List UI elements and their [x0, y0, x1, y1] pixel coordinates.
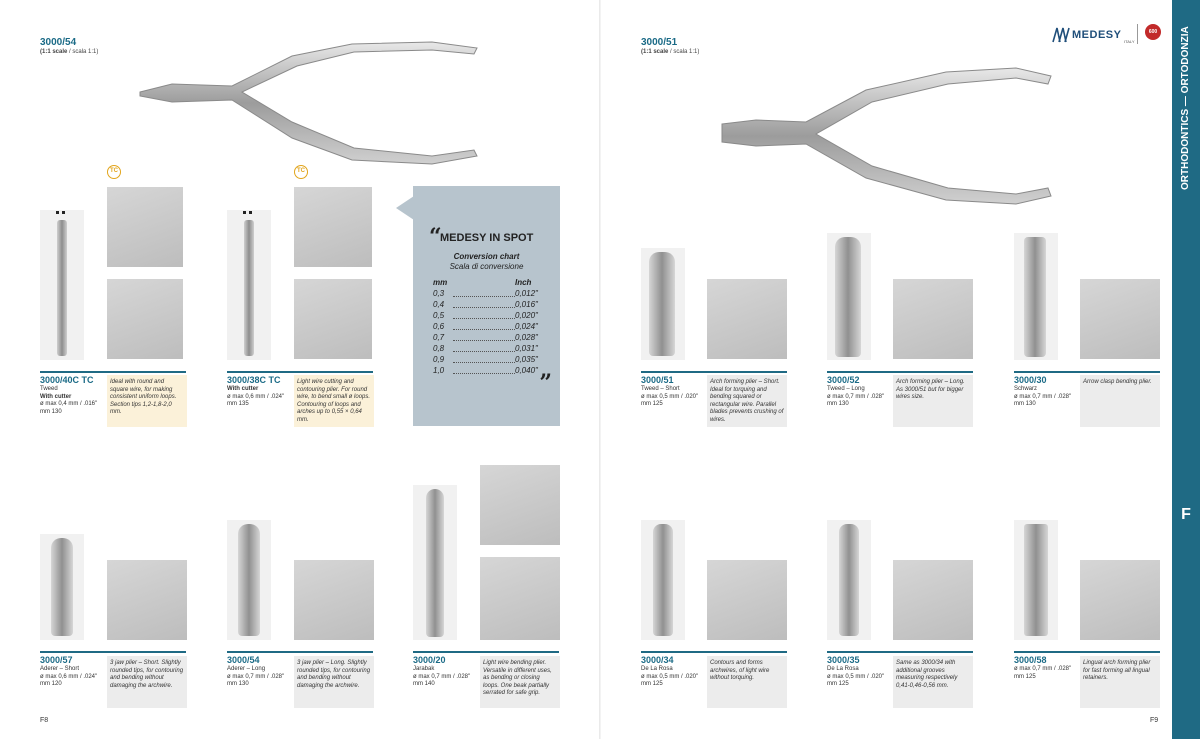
product-code: 3000/40C TC [40, 375, 94, 385]
tip-detail-3000-20 [480, 557, 560, 640]
logo-separator [1137, 24, 1138, 44]
plier-front-3000-57 [40, 534, 84, 640]
plier-front-3000-58 [1014, 520, 1058, 640]
product-description: Arch forming plier – Short. Ideal for torquing and bending squared or rectangular wire. Parallel blades prevents crushing of wires. [707, 375, 787, 427]
product-description: Arrow clasp bending plier. [1080, 375, 1160, 427]
hero-plier-3000-54 [132, 36, 484, 168]
product-meta: Aderer – Long ø max 0,7 mm / .028" mm 130 [227, 666, 285, 687]
conversion-row: 0,9 0,035" [433, 355, 538, 364]
plier-front-3000-51 [641, 248, 685, 360]
product-description: Arch forming plier – Long. As 3000/51 but for bigger wires size. [893, 375, 973, 427]
product-code: 3000/34 [641, 655, 674, 665]
section-side-tab [1172, 0, 1200, 739]
plier-front-3000-30 [1014, 233, 1058, 360]
product-description: Same as 3000/34 with additional grooves measuring respectively 0,41-0,46-0,56 mm. [893, 656, 973, 708]
product-description: Contours and forms archwires, of light wire without torquing. [707, 656, 787, 708]
tip-closeup-3000-52 [893, 279, 973, 359]
conversion-row: 0,8 0,031" [433, 344, 538, 353]
tip-closeup-3000-57 [107, 560, 187, 640]
product-rule [641, 651, 787, 653]
plier-front-3000-35 [827, 520, 871, 640]
folio-right: F9 [1150, 717, 1159, 724]
product-rule [827, 371, 973, 373]
spot-subtitle: Conversion chart [453, 252, 520, 261]
conversion-row: 0,5 0,020" [433, 311, 538, 320]
conversion-row: 1,0 0,040" [433, 366, 538, 375]
product-description: Lingual arch forming plier for fast forming all lingual retainers. [1080, 656, 1160, 708]
tip-closeup-3000-54 [294, 560, 374, 640]
product-meta: ø max 0,7 mm / .028" mm 125 [1014, 666, 1072, 680]
product-meta: Schwarz ø max 0,7 mm / .028" mm 130 [1014, 386, 1072, 407]
product-description: Light wire bending plier. Versatile in different uses, as bending or closing loops. One beak partially serrated for safe grip. [480, 656, 560, 708]
right-hero-scale: (1:1 scale / scala 1:1) [641, 49, 700, 55]
tc-badge: TC [294, 165, 308, 179]
left-hero-scale: (1:1 scale / scala 1:1) [40, 49, 99, 55]
spot-subtitle-it: Scala di conversione [449, 262, 524, 271]
tip-closeup-3000-30 [1080, 279, 1160, 359]
product-meta: Jarabak ø max 0,7 mm / .028" mm 140 [413, 666, 471, 687]
tip-closeup-3000-40c [107, 187, 183, 267]
product-meta: Tweed – Long ø max 0,7 mm / .028" mm 130 [827, 386, 885, 407]
tip-closeup-3000-35 [893, 560, 973, 640]
side-tab-label: ORTHODONTICS — ORTODONZIA [1180, 26, 1191, 190]
tip-closeup-3000-38c [294, 187, 372, 267]
brand-country: ITALY [1124, 39, 1135, 44]
product-code: 3000/35 [827, 655, 860, 665]
close-quote: ” [539, 370, 552, 396]
plier-front-3000-38c [227, 210, 271, 360]
product-rule [1014, 371, 1160, 373]
tip-detail-3000-38c [294, 279, 372, 359]
product-code: 3000/54 [227, 655, 260, 665]
conversion-header: mm Inch [433, 278, 532, 287]
product-rule [40, 651, 186, 653]
product-description: 3 jaw plier – Short. Slightly rounded tips, for contouring and bending without damaging the archwire. [107, 656, 187, 708]
tip-closeup-3000-58 [1080, 560, 1160, 640]
spot-title: MEDESY IN SPOT [440, 232, 534, 244]
product-meta: Tweed – Short ø max 0,5 mm / .020" mm 125 [641, 386, 699, 407]
product-rule [227, 371, 373, 373]
product-code: 3000/57 [40, 655, 73, 665]
plier-front-3000-52 [827, 233, 871, 360]
product-description: Ideal with round and square wire, for making consistent uniform loops. Section tips 1,2-1,8-2,0 mm. [107, 375, 187, 427]
product-description: 3 jaw plier – Long. Slightly rounded tips, for contouring and bending without damaging the archwire. [294, 656, 374, 708]
product-description: Light wire cutting and contouring plier. For round wire, to bend small ø loops. Contouring of loops and arches up to 0,55 × 0,64 mm. [294, 375, 374, 427]
product-code: 3000/58 [1014, 655, 1047, 665]
right-hero-code: 3000/51 [641, 37, 678, 48]
product-code: 3000/30 [1014, 375, 1047, 385]
product-code: 3000/51 [641, 375, 674, 385]
brand-name: MEDESY [1072, 29, 1122, 41]
conversion-row: 0,7 0,028" [433, 333, 538, 342]
product-code: 3000/20 [413, 655, 446, 665]
product-rule [641, 371, 787, 373]
product-rule [827, 651, 973, 653]
tip-closeup-3000-51 [707, 279, 787, 359]
hero-plier-3000-51 [716, 60, 1056, 210]
side-tab-letter: F [1181, 506, 1191, 523]
page-gutter [599, 0, 601, 739]
tip-closeup-3000-20 [480, 465, 560, 545]
product-meta: With cutter ø max 0,6 mm / .024" mm 135 [227, 386, 285, 407]
anniversary-seal: 600 [1145, 24, 1161, 40]
open-quote: “ [429, 224, 442, 250]
product-code: 3000/38C TC [227, 375, 281, 385]
product-meta: De La Rosa ø max 0,5 mm / .020" mm 125 [827, 666, 885, 687]
conversion-row: 0,6 0,024" [433, 322, 538, 331]
conversion-table [433, 278, 545, 377]
medesy-logo [1052, 24, 1164, 46]
product-rule [227, 651, 373, 653]
conversion-row: 0,3 0,012" [433, 289, 538, 298]
product-code: 3000/52 [827, 375, 860, 385]
medesy-mark-icon [1052, 27, 1070, 43]
product-meta: Aderer – Short ø max 0,6 mm / .024" mm 120 [40, 666, 98, 687]
plier-front-3000-34 [641, 520, 685, 640]
folio-left: F8 [40, 717, 49, 724]
plier-front-3000-40c [40, 210, 84, 360]
plier-front-3000-54 [227, 520, 271, 640]
conversion-row: 0,4 0,016" [433, 300, 538, 309]
product-rule [40, 371, 186, 373]
product-rule [413, 651, 559, 653]
product-meta: De La Rosa ø max 0,5 mm / .020" mm 125 [641, 666, 699, 687]
spot-notch [396, 196, 414, 220]
tc-badge: TC [107, 165, 121, 179]
tip-detail-3000-40c [107, 279, 183, 359]
product-meta: Tweed With cutter ø max 0,4 mm / .016" mm 130 [40, 386, 98, 415]
left-hero-code: 3000/54 [40, 37, 77, 48]
plier-front-3000-20 [413, 485, 457, 640]
medesy-in-spot-box [413, 186, 560, 426]
tip-closeup-3000-34 [707, 560, 787, 640]
product-rule [1014, 651, 1160, 653]
